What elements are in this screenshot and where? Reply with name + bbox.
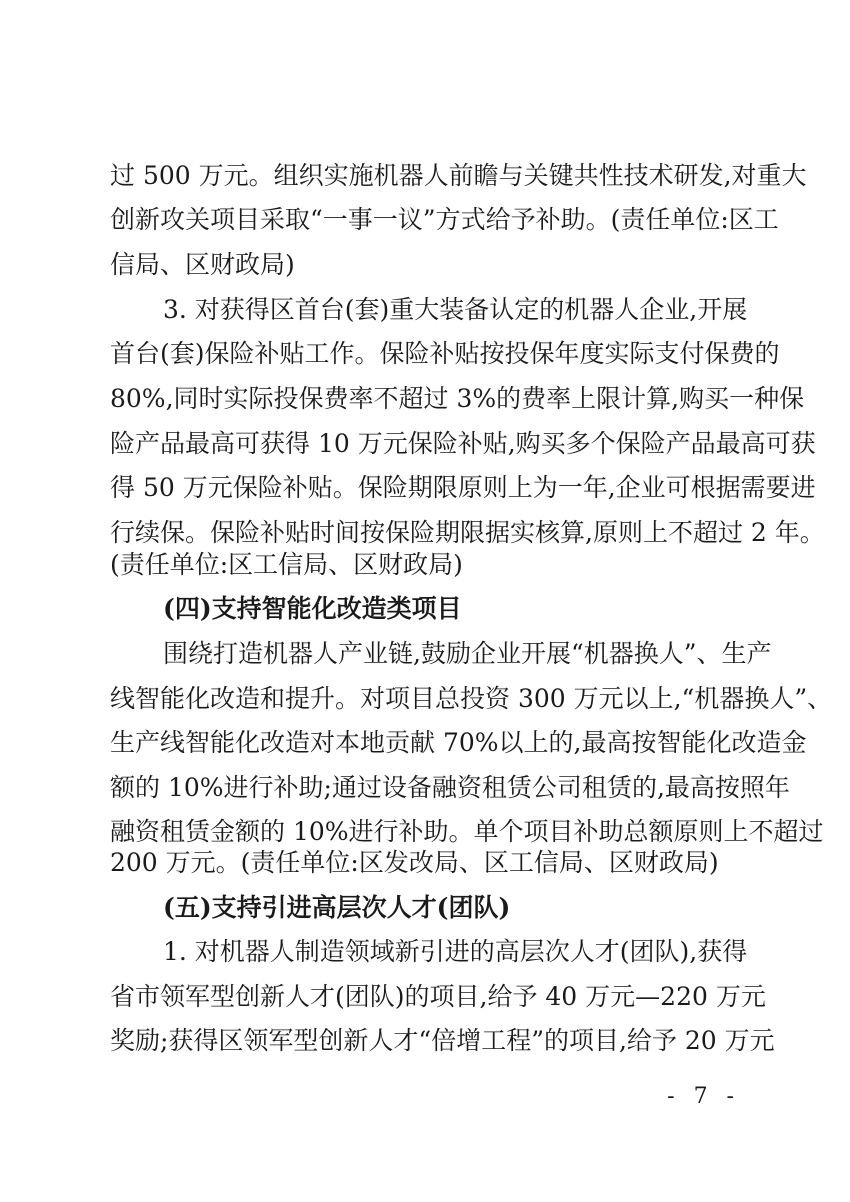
paragraph-line: 围绕打造机器人产业链,鼓励企业开展“机器换人”、生产 [163,639,772,668]
paragraph-line: 得 50 万元保险补贴。保险期限原则上为一年,企业可根据需要进 [110,473,816,502]
paragraph-line: 首台(套)保险补贴工作。保险补贴按投保年度实际支付保费的 [110,339,780,368]
paragraph-line: 过 500 万元。组织实施机器人前瞻与关键共性技术研发,对重大 [110,161,807,190]
paragraph-line: 额的 10%进行补助;通过设备融资租赁公司租赁的,最高按照年 [110,773,790,802]
paragraph-line: 省市领军型创新人才(团队)的项目,给予 40 万元—220 万元 [110,982,766,1011]
section-heading: (四)支持智能化改造类项目 [163,594,462,623]
paragraph-line: 行续保。保险补贴时间按保险期限据实核算,原则上不超过 2 年。 [110,518,825,547]
paragraph-line: 创新攻关项目采取“一事一议”方式给予补助。(责任单位:区工 [110,205,779,234]
paragraph-line: 生产线智能化改造对本地贡献 70%以上的,最高按智能化改造金 [110,728,807,757]
paragraph-line: 险产品最高可获得 10 万元保险补贴,购买多个保险产品最高可获 [110,429,816,458]
paragraph-line: 200 万元。(责任单位:区发改局、区工信局、区财政局) [110,848,719,877]
paragraph-line: 80%,同时实际投保费率不超过 3%的费率上限计算,购买一种保 [110,384,805,413]
paragraph-line: 信局、区财政局) [110,250,295,279]
paragraph-line: 线智能化改造和提升。对项目总投资 300 万元以上,“机器换人”、 [110,684,833,713]
section-heading: (五)支持引进高层次人才(团队) [163,893,511,922]
paragraph-line: 奖励;获得区领军型创新人才“倍增工程”的项目,给予 20 万元 [110,1026,775,1055]
page-number: - 7 - [667,1084,740,1109]
paragraph-line: 3. 对获得区首台(套)重大装备认定的机器人企业,开展 [163,295,748,324]
paragraph-line: (责任单位:区工信局、区财政局) [110,550,463,579]
paragraph-line: 1. 对机器人制造领域新引进的高层次人才(团队),获得 [163,937,748,966]
paragraph-line: 融资租赁金额的 10%进行补助。单个项目补助总额原则上不超过 [110,817,824,846]
